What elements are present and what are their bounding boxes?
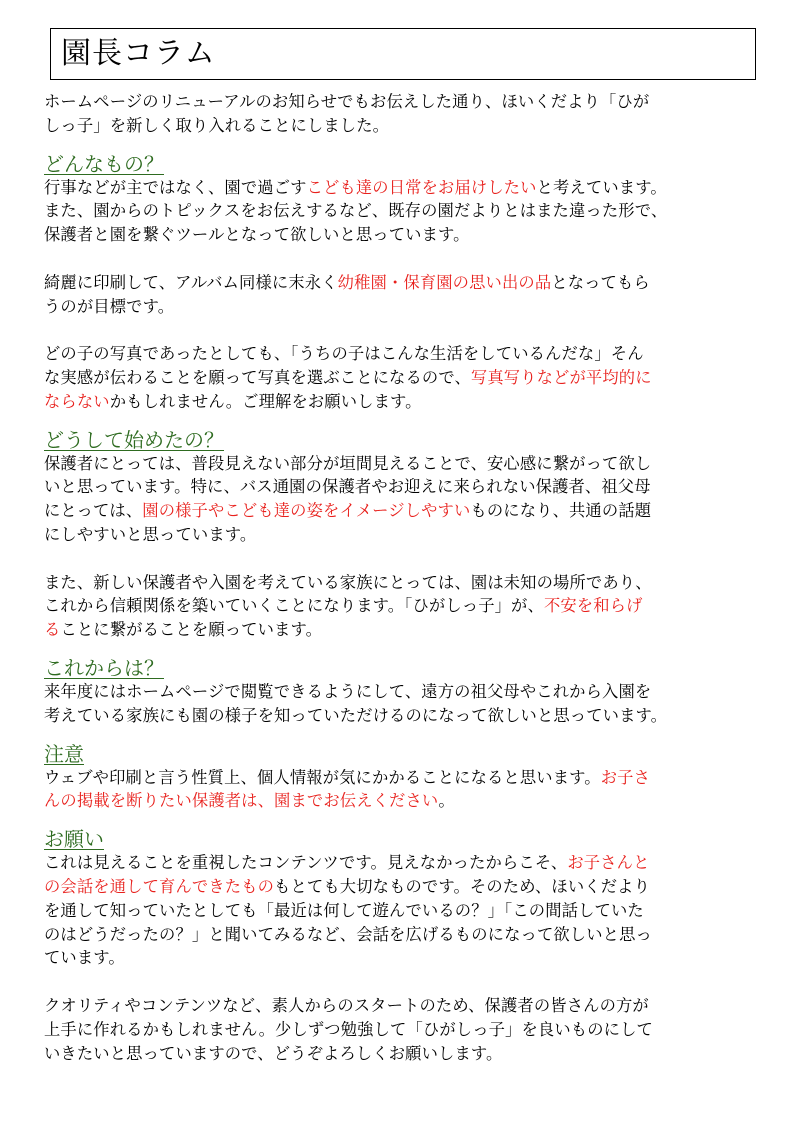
text-line xyxy=(44,851,759,875)
text-line: ています。 xyxy=(44,948,125,968)
text-span: と考えています。 xyxy=(536,177,667,197)
section-what-body xyxy=(44,176,759,414)
emphasis-text: 不安を和らげ xyxy=(543,596,643,616)
text-span: な実感が伝わることを願って写真を選ぶことになるので、 xyxy=(44,367,471,387)
text-line: また、園からのトピックスをお伝えするなど、既存の園だよりとはまた違った形で、 xyxy=(44,201,668,221)
section-heading-caution: 注意 xyxy=(44,741,84,766)
emphasis-text: の会話を通して育んできたもの xyxy=(44,876,275,896)
text-line xyxy=(44,875,759,899)
text-line: 保護者と園を繋ぐツールとなって欲しいと思っています。 xyxy=(44,225,470,245)
text-line: 上手に作れるかもしれません。少しずつ勉強して「ひがしっ子」を良いものにして xyxy=(44,1019,653,1039)
spacer xyxy=(44,547,759,571)
text-span: 綺麗に印刷して、アルバム同様に末永く xyxy=(44,272,338,292)
section-future-body xyxy=(44,680,759,728)
text-span: これから信頼関係を築いていくことになります。「ひがしっ子」が、 xyxy=(44,596,544,616)
section-caution-body xyxy=(44,766,759,814)
section-request-body xyxy=(44,851,759,1065)
intro-line: ホームページのリニューアルのお知らせでもお伝えした通り、ほいくだより「ひが xyxy=(44,92,650,111)
section-heading-why: どうして始めたの？ xyxy=(44,427,224,452)
emphasis-text: んの掲載を断りたい保護者は、園までお伝えください xyxy=(44,791,439,811)
text-span: ことに繋がることを願っています。 xyxy=(60,620,323,640)
text-span: となってもら xyxy=(551,272,650,292)
emphasis-text: 幼稚園・保育園の思い出の品 xyxy=(337,272,552,292)
section-heading-future: これからは？ xyxy=(44,655,164,680)
text-line xyxy=(44,789,759,813)
spacer xyxy=(44,970,759,994)
page-title: 園長コラム xyxy=(61,36,216,71)
section-why-body xyxy=(44,452,759,642)
text-line: どの子の写真であったとしても、「うちの子はこんな生活をしているんだな」そん xyxy=(44,344,644,364)
text-span: かもしれません。ご理解をお願いします。 xyxy=(109,391,422,411)
text-line xyxy=(44,390,759,414)
text-line xyxy=(44,594,759,618)
text-line: うのが目標です。 xyxy=(44,296,175,316)
text-line xyxy=(44,271,759,295)
emphasis-text: 写真写りなどが平均的に xyxy=(470,367,652,387)
text-line xyxy=(44,499,759,523)
emphasis-text: こども達の日常をお届けしたい xyxy=(306,177,537,197)
text-line: のはどうだったの？」と聞いてみるなど、会話を広げるものになって欲しいと思っ xyxy=(44,924,652,944)
section-heading-request: お願い xyxy=(44,827,104,852)
emphasis-text: お子さんと xyxy=(567,853,650,873)
text-span: にとっては、 xyxy=(44,501,143,521)
text-line xyxy=(44,366,759,390)
text-line: いきたいと思っていますので、どうぞよろしくお願いします。 xyxy=(44,1043,503,1063)
text-line xyxy=(44,766,759,790)
text-span: 。 xyxy=(438,791,455,811)
text-line: 考えている家族にも園の様子を知っていただけるのになって欲しいと思っています。 xyxy=(44,705,668,725)
text-line: 保護者にとっては、普段見えない部分が垣間見えることで、安心感に繋がって欲し xyxy=(44,453,652,473)
spacer xyxy=(44,247,759,271)
text-span: これは見えることを重視したコンテンツです。見えなかったからこそ、 xyxy=(44,853,568,873)
text-line: クオリティやコンテンツなど、素人からのスタートのため、保護者の皆さんの方が xyxy=(44,995,649,1015)
text-span: ものになり、共通の話題 xyxy=(470,501,652,521)
text-line: いと思っています。特に、バス通園の保護者やお迎えに来られない保護者、祖父母 xyxy=(44,477,651,497)
emphasis-text: お子さ xyxy=(600,767,651,787)
text-line: を通して知っていたとしても「最近は何して遊んでいるの？」「この間話していた xyxy=(44,900,644,920)
text-line: にしやすいと思っています。 xyxy=(44,524,257,544)
intro-paragraph xyxy=(44,90,759,138)
text-line xyxy=(44,618,759,642)
emphasis-text: ならない xyxy=(44,391,110,411)
emphasis-text: 園の様子やこども達の姿をイメージしやすい xyxy=(142,501,471,521)
title-box xyxy=(50,28,756,80)
text-line xyxy=(44,176,759,200)
text-span: 行事などが主ではなく、園で過ごす xyxy=(44,177,307,197)
text-span: ウェブや印刷と言う性質上、個人情報が気にかかることになると思います。 xyxy=(44,767,601,787)
spacer xyxy=(44,318,759,342)
emphasis-text: る xyxy=(44,620,61,640)
section-heading-what: どんなもの？ xyxy=(44,151,164,176)
text-line: 来年度にはホームページで閲覧できるようにして、遠方の祖父母やこれから入園を xyxy=(44,681,652,701)
column-page xyxy=(44,28,759,1065)
intro-line: しっ子」を新しく取り入れることにしました。 xyxy=(44,115,390,135)
text-span: もとても大切なものです。そのため、ほいくだより xyxy=(274,876,651,896)
text-line: また、新しい保護者や入園を考えている家族にとっては、園は未知の場所であり、 xyxy=(44,572,652,592)
